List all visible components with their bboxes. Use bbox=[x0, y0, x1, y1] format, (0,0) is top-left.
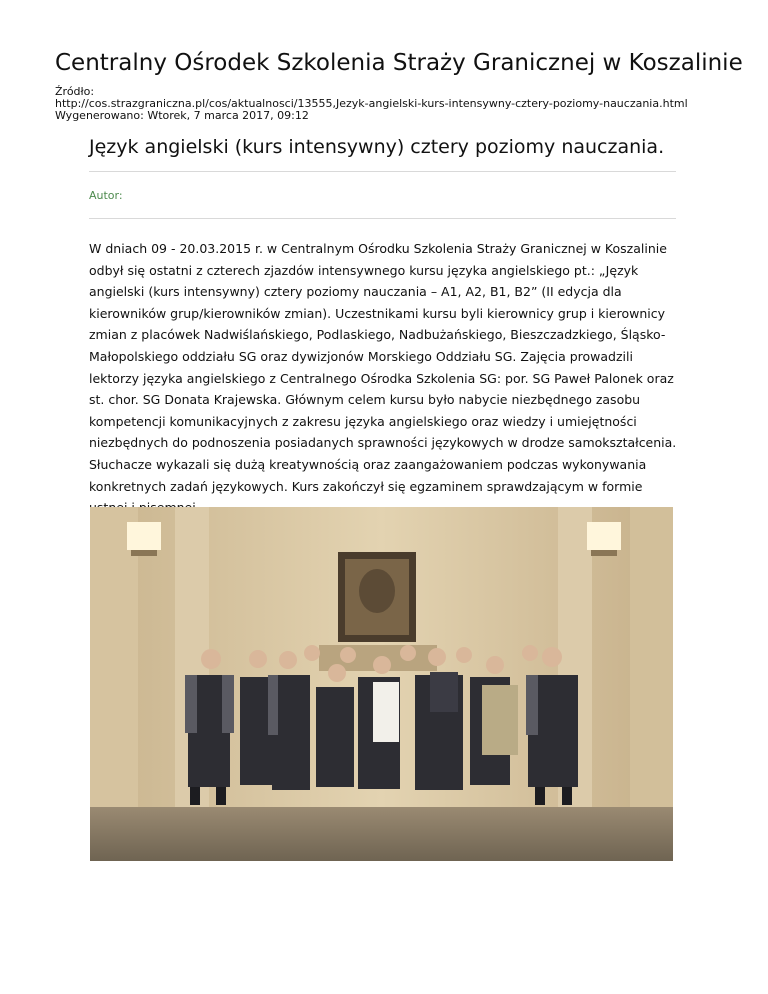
article-body: W dniach 09 - 20.03.2015 r. w Centralnym Ośrodku Szkolenia Straży Granicznej w Koszalinie odbył się ostatni z czterech zjazdów intensywnego kursu języka angielskiego pt.: „Język angielski (kurs intensywny) cztery poziomy nauczania – A1, A2, B1, B2” (II edycja dla kierowników grup/kierowników zmian). Uczestnikami kursu byli kierownicy grup i kierownicy zmian z placówek Nadwiślańskiego, Podlaskiego, Nadbużańskiego, Bieszczadzkiego, Śląsko-Małopolskiego oddziału SG oraz dywizjonów Morskiego Oddziału SG. Zajęcia prowadzili lektorzy języka angielskiego z Centralnego Ośrodka Szkolenia SG: por. SG Paweł Palonek oraz st. chor. SG Donata Krajewska. Głównym celem kursu było nabycie niezbędnego zasobu kompetencji komunikacyjnych z zakresu języka angielskiego oraz wiedzy i umiejętności niezbędnych do podnoszenia posiadanych sprawności językowych w drodze samokształcenia. Słuchacze wykazali się dużą kreatywnością oraz zaangażowaniem podczas wykonywania konkretnych zadań językowych. Kurs zakończył się egzaminem sprawdzającym w formie bbox=[89, 241, 677, 494]
group-photo bbox=[90, 507, 673, 861]
divider-bottom bbox=[89, 218, 676, 219]
source-url[interactable]: http://cos.strazgraniczna.pl/cos/aktualnosci/13555,Jezyk-angielski-kurs-intensywny-cztery-poziomy-nauczania.html bbox=[55, 97, 688, 110]
generated-timestamp: Wygenerowano: Wtorek, 7 marca 2017, 09:12 bbox=[55, 109, 309, 122]
source-meta bbox=[55, 86, 715, 122]
source-label: Źródło: bbox=[55, 85, 95, 98]
author-label: Autor: bbox=[89, 189, 123, 202]
article-title: Język angielski (kurs intensywny) cztery poziomy nauczania. bbox=[89, 136, 665, 158]
divider-top bbox=[89, 171, 676, 172]
site-title: Centralny Ośrodek Szkolenia Straży Granicznej w Koszalinie bbox=[55, 50, 743, 76]
group-photo-illustration bbox=[90, 507, 673, 861]
